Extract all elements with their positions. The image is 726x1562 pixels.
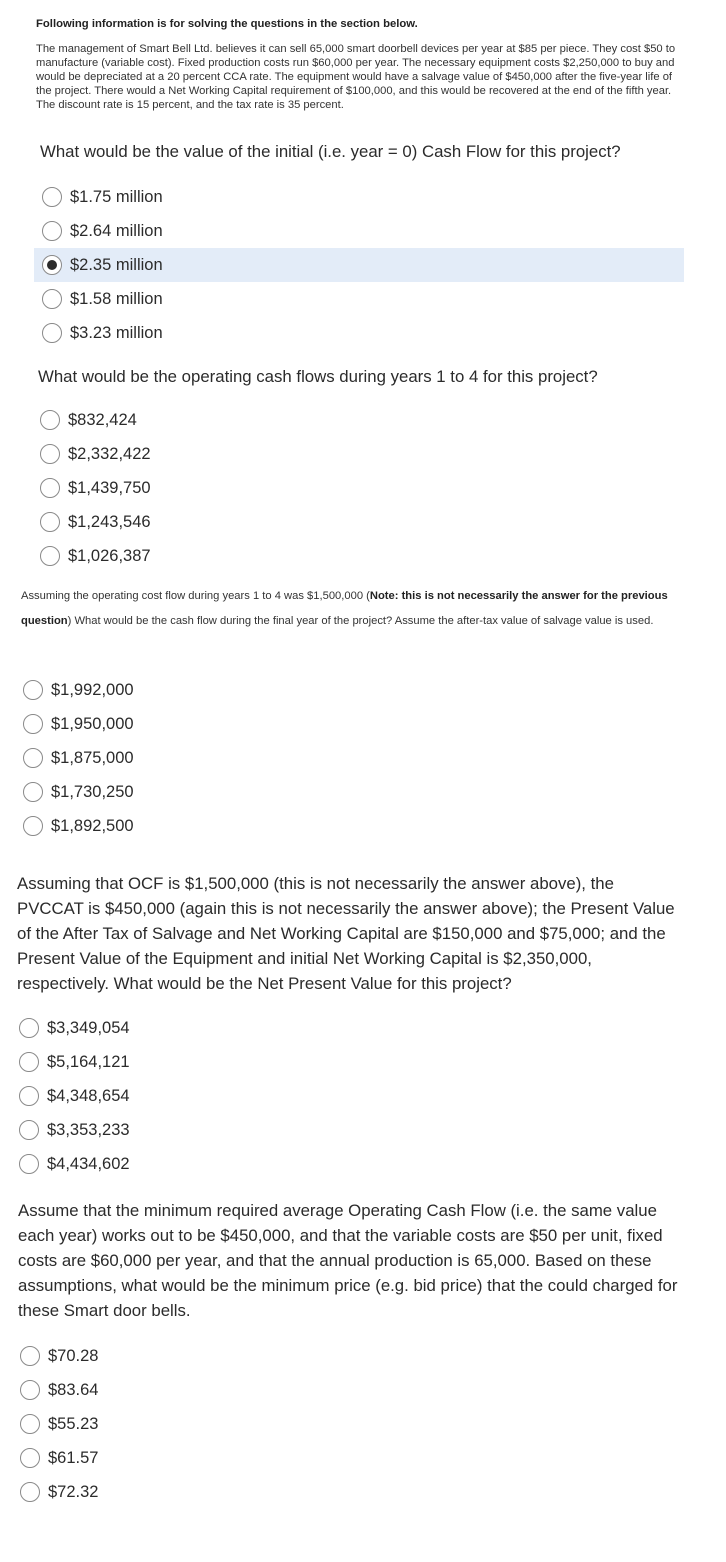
question-1-options — [42, 180, 163, 350]
radio-button[interactable] — [40, 444, 60, 464]
option-label: $1,892,500 — [51, 816, 134, 835]
radio-button-checked[interactable] — [42, 255, 62, 275]
question-3-option-3[interactable] — [23, 741, 134, 775]
question-2-option-3[interactable] — [40, 471, 151, 505]
option-label: $1,730,250 — [51, 782, 134, 801]
question-5-options — [20, 1339, 98, 1509]
option-label: $2,332,422 — [68, 444, 151, 463]
question-1-prompt: What would be the value of the initial (i.e. year = 0) Cash Flow for this project? — [40, 142, 621, 161]
option-label: $1.75 million — [70, 187, 163, 206]
option-label: $1,950,000 — [51, 714, 134, 733]
option-label: $5,164,121 — [47, 1052, 130, 1071]
question-2-option-5[interactable] — [40, 539, 151, 573]
option-label: $4,348,654 — [47, 1086, 130, 1105]
radio-button[interactable] — [42, 323, 62, 343]
radio-button[interactable] — [42, 187, 62, 207]
option-label: $1,243,546 — [68, 512, 151, 531]
radio-button[interactable] — [19, 1154, 39, 1174]
radio-button[interactable] — [20, 1380, 40, 1400]
question-2-option-4[interactable] — [40, 505, 151, 539]
option-label: $70.28 — [48, 1346, 99, 1365]
question-3-options — [23, 673, 134, 843]
question-4-option-3[interactable] — [19, 1079, 130, 1113]
question-3-option-4[interactable] — [23, 775, 134, 809]
question-3-prompt-end: ) What would be the cash flow during the final year of the project? Assume the after-tax value of salvage value is used. — [67, 615, 654, 627]
radio-button[interactable] — [23, 748, 43, 768]
option-label: $3,353,233 — [47, 1120, 130, 1139]
question-3-option-5[interactable] — [23, 809, 134, 843]
option-label: $3,349,054 — [47, 1018, 130, 1037]
option-label: $83.64 — [48, 1380, 99, 1399]
radio-button[interactable] — [20, 1414, 40, 1434]
radio-button[interactable] — [20, 1482, 40, 1502]
radio-button[interactable] — [19, 1086, 39, 1106]
option-label: $2.64 million — [70, 221, 163, 240]
intro-heading: Following information is for solving the questions in the section below. — [36, 18, 418, 30]
radio-button[interactable] — [20, 1448, 40, 1468]
option-label: $4,434,602 — [47, 1154, 130, 1173]
radio-button[interactable] — [23, 782, 43, 802]
radio-button[interactable] — [23, 714, 43, 734]
question-5-option-1[interactable] — [20, 1339, 98, 1373]
option-label: $1,439,750 — [68, 478, 151, 497]
radio-button[interactable] — [42, 221, 62, 241]
radio-button[interactable] — [40, 546, 60, 566]
radio-button[interactable] — [42, 289, 62, 309]
question-5-option-5[interactable] — [20, 1475, 98, 1509]
option-label: $2.35 million — [70, 255, 163, 274]
question-4-option-5[interactable] — [19, 1147, 130, 1181]
radio-button[interactable] — [40, 512, 60, 532]
option-label: $1.58 million — [70, 289, 163, 308]
radio-button[interactable] — [23, 816, 43, 836]
option-label: $1,875,000 — [51, 748, 134, 767]
radio-button[interactable] — [40, 410, 60, 430]
option-label: $1,026,387 — [68, 546, 151, 565]
option-label: $72.32 — [48, 1482, 99, 1501]
question-3-note: Note: this is not necessarily the answer for the previous question — [21, 590, 668, 627]
question-3-prompt-start: Assuming the operating cost flow during years 1 to 4 was $1,500,000 ( — [21, 590, 370, 602]
radio-button[interactable] — [19, 1052, 39, 1072]
question-1-option-1[interactable] — [42, 180, 163, 214]
question-5-prompt: Assume that the minimum required average Operating Cash Flow (i.e. the same value each year) works out to be $450,000, and that the variable costs are $50 per unit, fixed costs are $60,000 per year, and that the annual production is 65,000. Based on these assumptions, what would be the minimum price (e.g. bid price) that the could charged for these Smart door bells. — [18, 1201, 678, 1320]
option-label: $832,424 — [68, 410, 137, 429]
radio-button[interactable] — [19, 1120, 39, 1140]
question-2-options — [40, 403, 151, 573]
question-3-prompt — [21, 584, 681, 634]
question-1-option-4[interactable] — [42, 282, 163, 316]
option-label: $55.23 — [48, 1414, 99, 1433]
radio-button[interactable] — [40, 478, 60, 498]
intro-body: The management of Smart Bell Ltd. believes it can sell 65,000 smart doorbell devices per year at $85 per piece. They cost $50 to manufacture (variable cost). Fixed production costs run $60,000 per year. The necessary equipment costs $2,250,000 to buy and would be depreciated at a 20 percent CCA rate. The equipment would have a salvage value of $450,000 after the five-year life of the project. There would a Net Working Capital requirement of $100,000, and this would be recovered at the end of the fifth year. The discount rate is 15 percent, and the tax rate is 35 percent. — [36, 43, 676, 112]
radio-button[interactable] — [20, 1346, 40, 1366]
question-5-option-4[interactable] — [20, 1441, 98, 1475]
question-5-option-3[interactable] — [20, 1407, 98, 1441]
question-4-prompt: Assuming that OCF is $1,500,000 (this is not necessarily the answer above), the PVCCAT is $450,000 (again this is not necessarily the answer above); the Present Value of the After Tax of Salvage and Net Working Capital are $150,000 and $75,000; and the Present Value of the Equipment and initial Net Working Capital is $2,350,000, respectively. What would be the Net Present Value for this project? — [17, 874, 675, 993]
option-label: $1,992,000 — [51, 680, 134, 699]
radio-button[interactable] — [19, 1018, 39, 1038]
question-5-option-2[interactable] — [20, 1373, 98, 1407]
radio-dot-icon — [47, 260, 57, 270]
intro-section — [36, 17, 686, 112]
question-3-option-1[interactable] — [23, 673, 134, 707]
question-4-option-2[interactable] — [19, 1045, 130, 1079]
question-1-option-3[interactable] — [42, 248, 163, 282]
option-label: $3.23 million — [70, 323, 163, 342]
option-label: $61.57 — [48, 1448, 99, 1467]
question-4-option-1[interactable] — [19, 1011, 130, 1045]
question-4-options — [19, 1011, 130, 1181]
question-2-option-1[interactable] — [40, 403, 151, 437]
question-1-option-2[interactable] — [42, 214, 163, 248]
question-2-option-2[interactable] — [40, 437, 151, 471]
question-1-option-5[interactable] — [42, 316, 163, 350]
question-3-option-2[interactable] — [23, 707, 134, 741]
radio-button[interactable] — [23, 680, 43, 700]
question-4-option-4[interactable] — [19, 1113, 130, 1147]
question-2-prompt: What would be the operating cash flows during years 1 to 4 for this project? — [38, 367, 598, 386]
